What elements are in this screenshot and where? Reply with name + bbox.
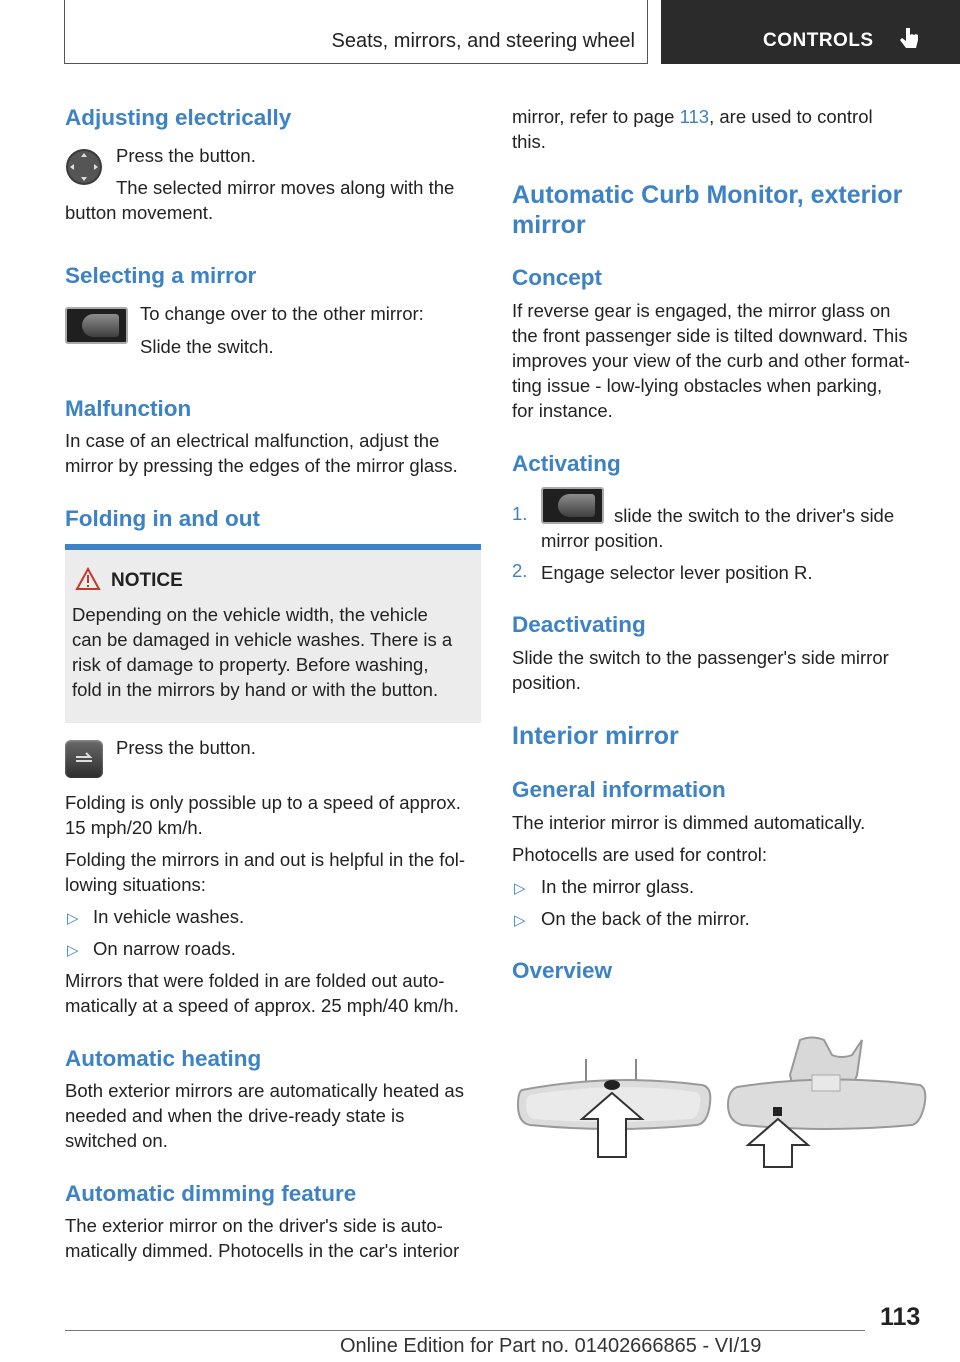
concept-text: improves your view of the curb and other format‐ [512,350,910,371]
bullet-triangle-icon: ▷ [514,880,526,897]
notice-line: Depending on the vehicle width, the vehicle [72,604,428,625]
footer-rule [65,1330,865,1331]
heading-general-information: General information [512,777,726,802]
step2-text: Engage selector lever position R. [541,562,813,583]
concept-text: for instance. [512,400,613,421]
speed-text-2: 15 mph/20 km/h. [65,817,203,838]
adjusting-text-2a: The selected mirror moves along with the [116,177,455,198]
notice-line: risk of damage to property. Before washing, [72,654,429,675]
deactivating-text: Slide the switch to the passenger's side mirror [512,647,889,668]
page-reference-link[interactable]: 113 [679,106,710,127]
heading-activating: Activating [512,451,621,476]
heating-text: Both exterior mirrors are automatically heated as [65,1080,464,1101]
left-bullet-1: In vehicle washes. [93,906,245,927]
selecting-text-1: To change over to the other mirror: [140,303,424,324]
step1-text-2: mirror position. [541,530,664,551]
helpful-text-1: Folding the mirrors in and out is helpful in the fol‐ [65,849,466,870]
fold-press-text: Press the button. [116,737,256,758]
speed-text-1: Folding is only possible up to a speed of approx. [65,792,461,813]
dimming-text: matically dimmed. Photocells in the car's interior [65,1240,460,1261]
heading-folding: Folding in and out [65,506,260,531]
concept-text: ting issue - low-lying obstacles when parking, [512,375,883,396]
notice-line: can be damaged in vehicle washes. There is a [72,629,453,650]
warning-triangle-icon [75,567,101,591]
heading-interior-mirror: Interior mirror [512,722,679,750]
bullet-triangle-icon: ▷ [67,910,79,927]
heating-text: needed and when the drive-ready state is [65,1105,405,1126]
heating-text: switched on. [65,1130,168,1151]
heading-malfunction: Malfunction [65,396,192,421]
auto-out-text-2: matically at a speed of approx. 25 mph/40 km/h. [65,995,459,1016]
step1-text: slide the switch to the driver's side [614,505,895,526]
chapter-title: Seats, mirrors, and steering wheel [331,30,635,52]
adjusting-text-1: Press the button. [116,145,256,166]
heading-overview: Overview [512,958,613,983]
continued-text-1: mirror, refer to page 113, are used to control [512,106,873,127]
right-bullet-2: On the back of the mirror. [541,908,750,929]
mirror-adjust-button-icon [65,148,103,186]
mirror-fold-button-icon [65,740,103,778]
right-bullet-1: In the mirror glass. [541,876,695,897]
heading-adjusting-electrically: Adjusting electrically [65,105,292,130]
heading-selecting-mirror: Selecting a mirror [65,263,257,288]
step-number: 2. [512,560,528,581]
selecting-text-2: Slide the switch. [140,336,274,357]
left-bullet-2: On narrow roads. [93,938,236,959]
running-header [64,0,648,64]
malfunction-text-1: In case of an electrical malfunction, adjust the [65,430,440,451]
mirror-switch-icon [541,487,604,524]
concept-text: the front passenger side is tilted downward. This [512,325,908,346]
notice-title: NOTICE [111,570,183,591]
general-text-1: The interior mirror is dimmed automatically. [512,812,866,833]
bullet-triangle-icon: ▷ [514,912,526,929]
deactivating-text: position. [512,672,581,693]
section-tab [661,0,960,64]
continued-text-2: this. [512,131,546,152]
auto-out-text-1: Mirrors that were folded in are folded out auto‐ [65,970,445,991]
footer-edition: Online Edition for Part no. 01402666865 - VI/19 [340,1335,762,1357]
heading-automatic-dimming: Automatic dimming feature [65,1181,357,1206]
hand-pointer-icon [897,26,921,52]
bullet-triangle-icon: ▷ [67,942,79,959]
heading-concept: Concept [512,265,602,290]
dimming-text: The exterior mirror on the driver's side is auto‐ [65,1215,443,1236]
notice-line: fold in the mirrors by hand or with the button. [72,679,439,700]
interior-mirror-illustration [512,1035,927,1170]
page-number: 113 [880,1303,921,1331]
heading-automatic-heating: Automatic heating [65,1046,262,1071]
notice-box [65,550,481,723]
heading-deactivating: Deactivating [512,612,646,637]
mirror-switch-icon [65,307,128,344]
concept-text: If reverse gear is engaged, the mirror glass on [512,300,891,321]
malfunction-text-2: mirror by pressing the edges of the mirror glass. [65,455,458,476]
adjusting-text-2b: button movement. [65,202,214,223]
step-number: 1. [512,503,528,524]
section-label: CONTROLS [763,30,874,51]
heading-curb-monitor-1: Automatic Curb Monitor, exterior [512,181,903,209]
heading-curb-monitor-2: mirror [512,211,586,239]
helpful-text-2: lowing situations: [65,874,206,895]
general-text-2: Photocells are used for control: [512,844,768,865]
